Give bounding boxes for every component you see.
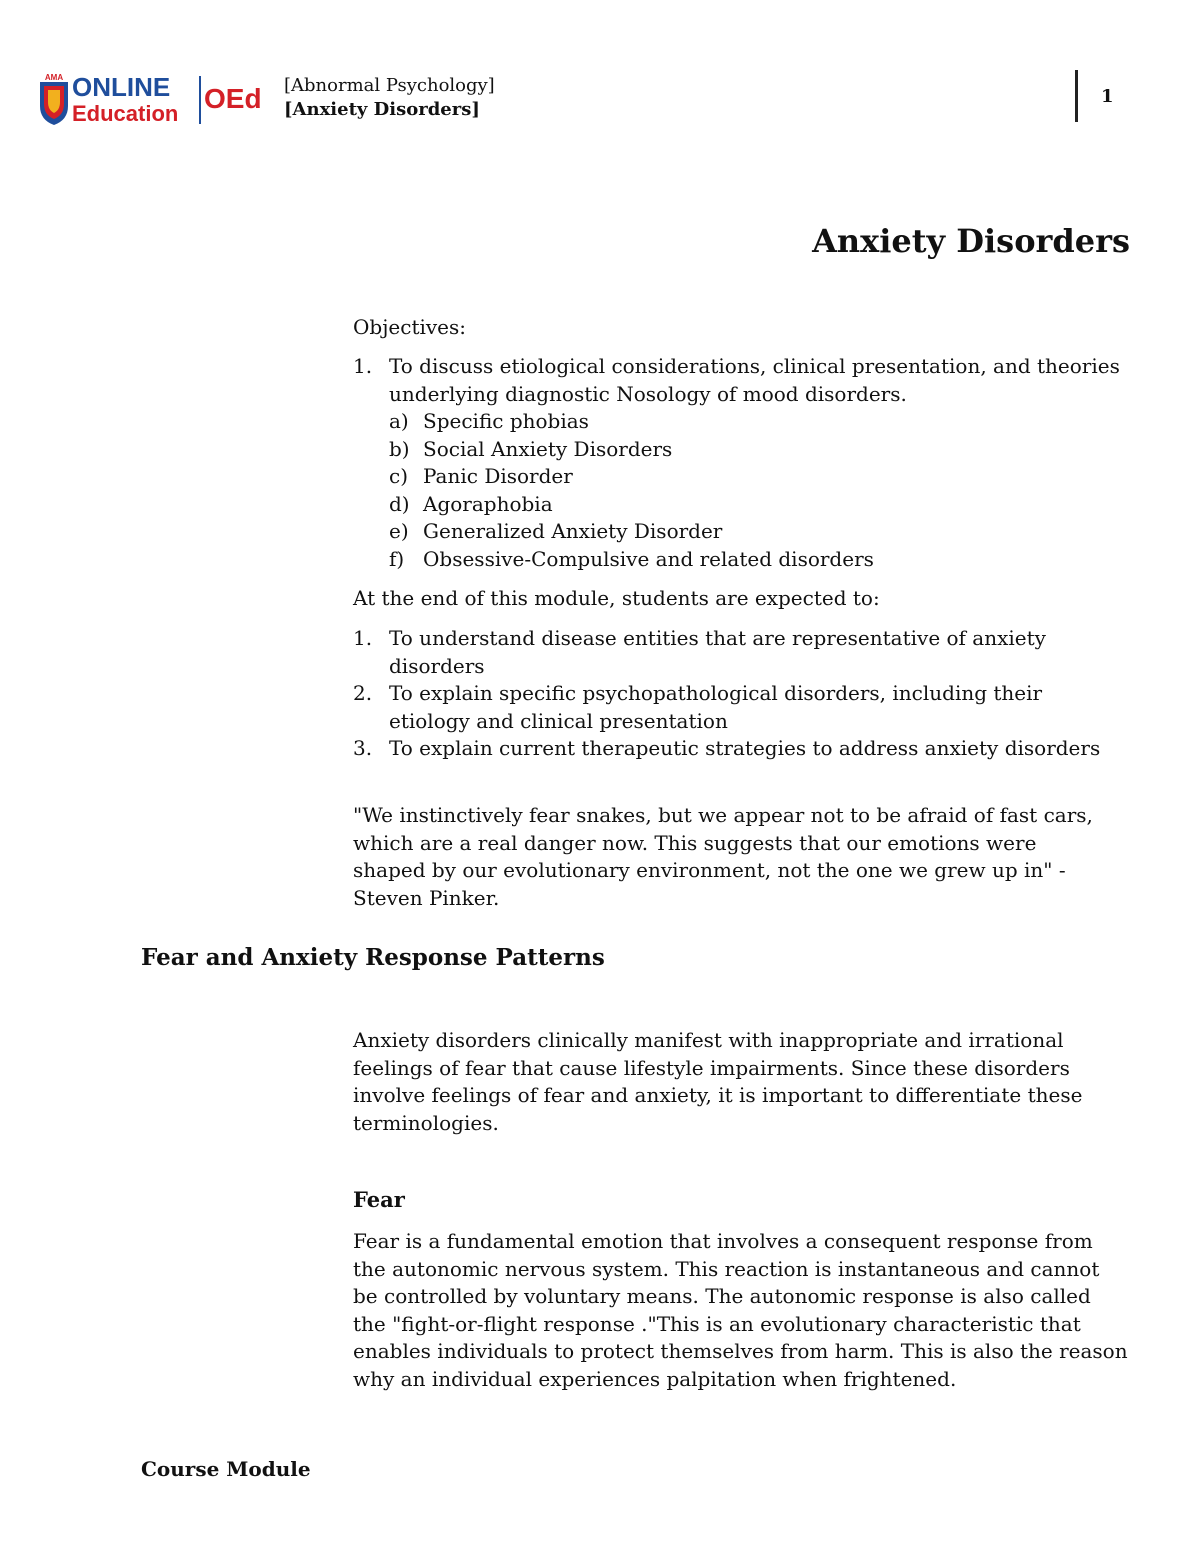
list-item: 3. To explain current therapeutic strategies to address anxiety disorders: [353, 736, 1101, 760]
fear-paragraph: Fear is a fundamental emotion that involves a consequent response from the autonomic nervous system. This reaction is instantaneous and cannot be controlled by voluntary means. The autonomic response is also called the "fight-or-flight response ."This is an evolutionary characteristic that enables individuals to protect themselves from harm. This is also the reason why an individual experiences palpitation when frightened.: [353, 1229, 1128, 1391]
running-header: [284, 74, 495, 122]
objectives-list: [353, 353, 1128, 573]
section-intro-paragraph: Anxiety disorders clinically manifest with inappropriate and irrational feelings of fear that cause lifestyle impairments. Since these disorders involve feelings of fear and anxiety, it is important to differentiate these terminologies.: [353, 1028, 1083, 1135]
list-item: [353, 353, 1128, 573]
quote: "We instinctively fear snakes, but we appear not to be afraid of fast cars, which are a real danger now. This suggests that our emotions were shaped by our evolutionary environment, not the one we grew up in" - Steven Pinker.: [353, 803, 1093, 910]
objectives-label: Objectives:: [353, 315, 467, 339]
logo-oed-text: OEd: [204, 83, 262, 114]
topic-name: [Anxiety Disorders]: [284, 99, 480, 120]
list-item: 2. To explain specific psychopathological disorders, including their etiology and clinical presentation: [353, 681, 1043, 733]
logo-online-text: ONLINE: [72, 72, 171, 102]
list-number: 1.: [353, 354, 373, 378]
objective-text: To discuss etiological considerations, clinical presentation, and theories underlying diagnostic Nosology of mood disorders.: [389, 354, 1120, 406]
svg-text:AMA: AMA: [44, 73, 64, 82]
ama-shield-icon: [40, 73, 68, 125]
outcomes-intro: At the end of this module, students are expected to:: [353, 586, 880, 610]
list-item: a) Specific phobias: [389, 409, 589, 433]
course-name: [Abnormal Psychology]: [284, 75, 495, 96]
page-number: 1: [1101, 86, 1114, 107]
logo-education-text: Education: [72, 101, 179, 126]
section-heading: Fear and Anxiety Response Patterns: [141, 944, 605, 971]
objective-sublist: [389, 408, 1128, 573]
fear-subheading: Fear: [353, 1187, 405, 1212]
list-item: 1. To understand disease entities that are representative of anxiety disorders: [353, 626, 1046, 678]
list-item: f) Obsessive-Compulsive and related disorders: [389, 546, 874, 571]
footer-label: Course Module: [141, 1457, 311, 1481]
list-item: e) Generalized Anxiety Disorder: [389, 519, 723, 543]
outcomes-list: [353, 625, 1128, 763]
list-item: c) Panic Disorder: [389, 464, 573, 488]
online-education-logo: [38, 72, 270, 126]
list-item: d) Agoraphobia: [389, 491, 553, 516]
page-title: Anxiety Disorders: [812, 222, 1130, 260]
list-item: b) Social Anxiety Disorders: [389, 436, 673, 461]
header-divider: [1075, 70, 1078, 122]
